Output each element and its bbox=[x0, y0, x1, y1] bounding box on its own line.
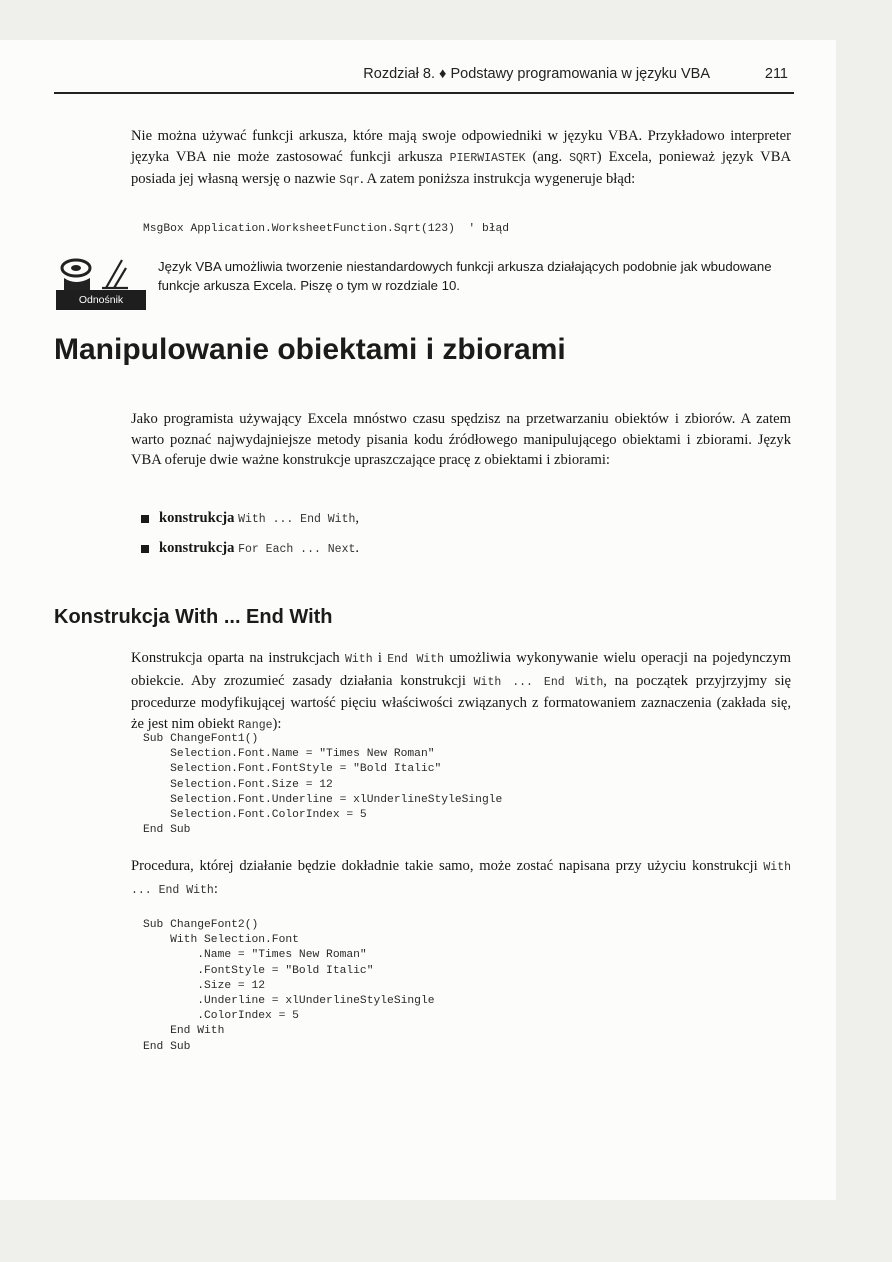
disc-and-pen-icon bbox=[56, 254, 146, 292]
page-number: 211 bbox=[764, 66, 788, 82]
section-paragraph: Jako programista używający Excela mnóstwo czasu spędzisz na przetwarzaniu obiektów i zbiorów. A zatem warto poznać najwydajniejsze metody pisania kodu źródłowego manipulującego obiektami i zbiorami. Język VBA oferuje dwie ważne konstrukcje upraszczające pracę z obiektami i zbiorami: bbox=[131, 411, 791, 468]
header-title: Rozdział 8. ♦ Podstawy programowania w języku VBA bbox=[363, 66, 710, 82]
inline-code: Sqr bbox=[339, 174, 361, 187]
bullet-icon bbox=[141, 545, 149, 553]
inline-code: With ... End With bbox=[131, 861, 791, 897]
inline-code: End With bbox=[387, 653, 445, 666]
note-text: Język VBA umożliwia tworzenie niestandardowych funkcji arkusza działających podobnie jak wbudowane funkcje arkusza Excela. Piszę o tym w rozdziale 10. bbox=[158, 259, 772, 293]
note-badge: Odnośnik bbox=[56, 290, 146, 310]
inline-code: With bbox=[345, 653, 373, 666]
bullet-list bbox=[141, 510, 359, 570]
inline-code: PIERWIASTEK bbox=[449, 151, 526, 165]
reference-note-icon bbox=[56, 254, 146, 312]
code-block-changefont2: Sub ChangeFont2() With Selection.Font .Name = "Times New Roman" .FontStyle = "Bold Italic" .Size = 12 .Underline = xlUnderlineStyleSingle .ColorIndex = 5 End With End Sub bbox=[143, 919, 435, 1053]
subsection-paragraph: Konstrukcja oparta na instrukcjach With i End With umożliwia wykonywanie wielu operacji na pojedynczym obiekcie. Aby zrozumieć zasady działania konstrukcji With ... End With, na początek przyjrzyjmy się procedurze modyfikującej wartość pięciu właściwości związanych z formatowaniem zaznaczenia (zakłada się, że jest nim obiekt Range): bbox=[131, 650, 791, 732]
code-line-msgbox: MsgBox Application.WorksheetFunction.Sqrt(123) ' błąd bbox=[143, 223, 510, 235]
list-item: konstrukcja With ... End With, bbox=[141, 510, 359, 540]
intro-paragraph: Nie można używać funkcji arkusza, które mają swoje odpowiedniki w języku VBA. Przykładowo interpreter języka VBA nie może zastosować funkcji arkusza PIERWIASTEK (ang. SQRT) Excela, ponieważ język VBA posiada jej własną wersję o nazwie Sqr. A zatem poniższa instrukcja wygeneruje błąd: bbox=[131, 128, 791, 187]
inline-code: With ... End With bbox=[473, 675, 604, 689]
list-item: konstrukcja For Each ... Next. bbox=[141, 540, 359, 570]
inline-code: Range bbox=[238, 718, 273, 732]
inline-code: SQRT bbox=[569, 151, 597, 165]
section-heading: Manipulowanie obiektami i zbiorami bbox=[54, 333, 566, 366]
bullet-icon bbox=[141, 515, 149, 523]
code-block-changefont1: Sub ChangeFont1() Selection.Font.Name = "Times New Roman" Selection.Font.FontStyle = "Bold Italic" Selection.Font.Size = 12 Selection.Font.Underline = xlUnderlineStyleSingle Selection.Font.ColorIndex = 5 End Sub bbox=[143, 733, 503, 837]
subsection-paragraph-2: Procedura, której działanie będzie dokładnie takie samo, może zostać napisana przy użyciu konstrukcji With ... End With: bbox=[131, 858, 791, 897]
subsection-heading: Konstrukcja With ... End With bbox=[54, 606, 333, 628]
running-header bbox=[54, 64, 794, 94]
